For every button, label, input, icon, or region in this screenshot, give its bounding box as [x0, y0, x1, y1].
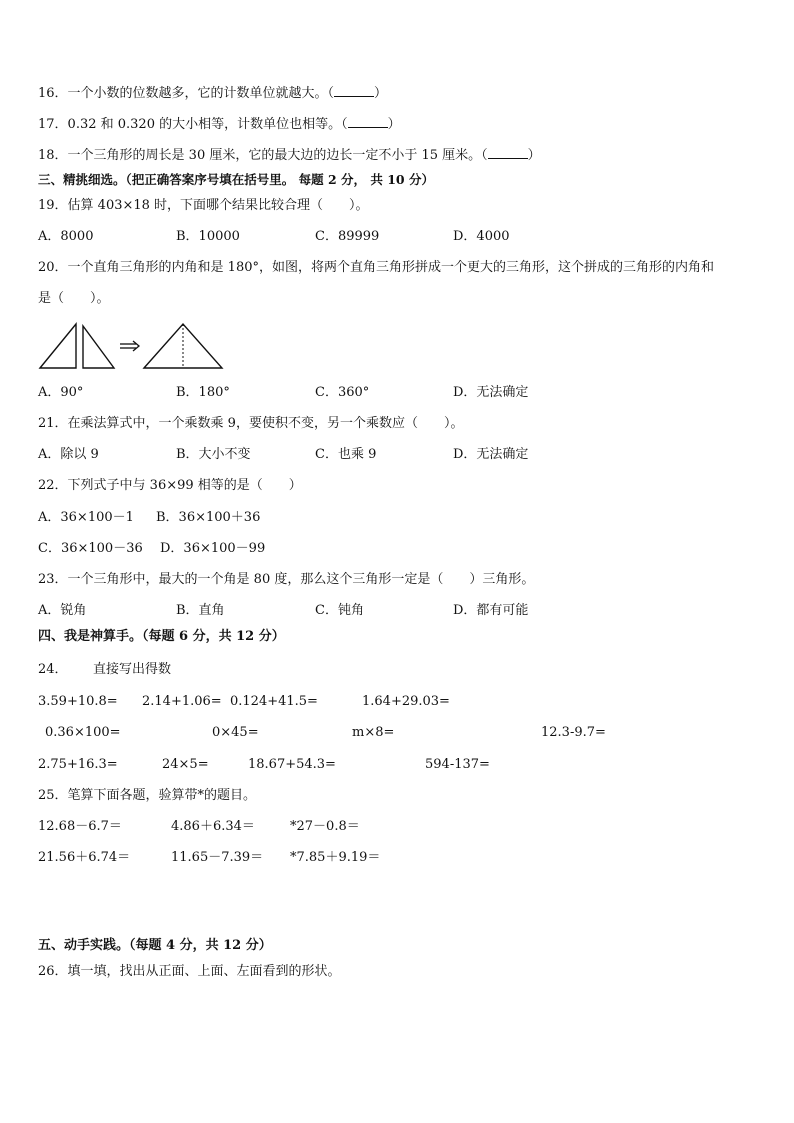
option-c[interactable]: C．36×100－36	[38, 541, 143, 556]
combined-triangle-icon	[144, 324, 222, 368]
calc-item: 2.14+1.06=	[142, 694, 222, 709]
option-b[interactable]: B．大小不变	[176, 447, 251, 462]
right-triangle-right-icon	[83, 326, 114, 368]
calc-item: 24×5=	[162, 757, 209, 772]
question-20-stem-line1: 20．一个直角三角形的内角和是 180°，如图，将两个直角三角形拼成一个更大的三角形，这个拼成的三角形的内角和	[38, 260, 714, 275]
question-16-text: 16．一个小数的位数越多，它的计数单位就越大。（	[38, 86, 335, 101]
option-c[interactable]: C．89999	[315, 229, 380, 244]
calc-item: 11.65－7.39＝	[171, 850, 264, 865]
question-17	[38, 115, 401, 133]
option-d[interactable]: D．36×100－99	[160, 541, 266, 556]
calc-item: 21.56＋6.74＝	[38, 850, 131, 865]
closing-paren: ）	[387, 117, 401, 132]
section-5-heading: 五、动手实践。（每题 4 分，共 12 分）	[38, 938, 272, 953]
question-24-number: 24．	[38, 662, 68, 677]
option-a[interactable]: A．除以 9	[38, 447, 99, 462]
option-a[interactable]: A．36×100－1	[38, 510, 134, 525]
calc-item: 12.68－6.7＝	[38, 819, 122, 834]
arrow-icon	[120, 341, 139, 351]
question-24-title: 直接写出得数	[93, 662, 172, 677]
option-b[interactable]: B．36×100＋36	[156, 510, 261, 525]
calc-item: *27－0.8＝	[290, 819, 360, 834]
option-a[interactable]: A．锐角	[38, 603, 87, 618]
question-17-text: 17．0.32 和 0.320 的大小相等，计数单位也相等。（	[38, 117, 348, 132]
option-d[interactable]: D．都有可能	[453, 603, 529, 618]
option-a[interactable]: A．8000	[38, 229, 94, 244]
option-a[interactable]: A．90°	[38, 385, 84, 400]
calc-item: 3.59+10.8=	[38, 694, 118, 709]
question-18	[38, 146, 541, 164]
calc-item: 18.67+54.3=	[248, 757, 336, 772]
question-20-stem-line2: 是（ ）。	[38, 291, 110, 306]
question-22-stem: 22．下列式子中与 36×99 相等的是（ ）	[38, 478, 302, 493]
calc-item: 594-137=	[425, 757, 490, 772]
calc-item: 4.86＋6.34＝	[171, 819, 255, 834]
answer-blank[interactable]	[348, 115, 388, 128]
option-c[interactable]: C．钝角	[315, 603, 364, 618]
option-c[interactable]: C．也乘 9	[315, 447, 377, 462]
option-d[interactable]: D．无法确定	[453, 447, 529, 462]
calc-item: 0×45=	[212, 725, 259, 740]
closing-paren: ）	[374, 86, 388, 101]
option-b[interactable]: B．10000	[176, 229, 240, 244]
calc-item: 1.64+29.03=	[362, 694, 450, 709]
option-c[interactable]: C．360°	[315, 385, 370, 400]
calc-item: 12.3-9.7=	[541, 725, 606, 740]
answer-blank[interactable]	[488, 146, 528, 159]
option-b[interactable]: B．直角	[176, 603, 225, 618]
calc-item: 0.124+41.5=	[230, 694, 318, 709]
question-19-stem: 19．估算 403×18 时，下面哪个结果比较合理（ ）。	[38, 198, 369, 213]
right-triangle-left-icon	[40, 324, 76, 368]
question-25-stem: 25．笔算下面各题，验算带*的题目。	[38, 788, 257, 803]
question-16	[38, 84, 387, 102]
calc-item: 2.75+16.3=	[38, 757, 118, 772]
question-18-text: 18．一个三角形的周长是 30 厘米，它的最大边的边长一定不小于 15 厘米。（	[38, 148, 488, 163]
calc-item: 0.36×100=	[45, 725, 121, 740]
closing-paren: ）	[527, 148, 541, 163]
calc-item: *7.85＋9.19＝	[290, 850, 381, 865]
option-d[interactable]: D．无法确定	[453, 385, 529, 400]
question-26-stem: 26．填一填，找出从正面、上面、左面看到的形状。	[38, 964, 341, 979]
section-3-heading: 三、精挑细选。（把正确答案序号填在括号里。 每题 2 分， 共 10 分）	[38, 172, 434, 187]
calc-item: m×8=	[352, 725, 395, 740]
section-4-heading: 四、我是神算手。（每题 6 分，共 12 分）	[38, 629, 285, 644]
option-d[interactable]: D．4000	[453, 229, 510, 244]
option-b[interactable]: B．180°	[176, 385, 230, 400]
triangle-figure	[38, 322, 228, 372]
question-21-stem: 21．在乘法算式中，一个乘数乘 9，要使积不变，另一个乘数应（ ）。	[38, 416, 464, 431]
answer-blank[interactable]	[334, 84, 374, 97]
question-23-stem: 23．一个三角形中，最大的一个角是 80 度，那么这个三角形一定是（ ）三角形。	[38, 572, 535, 587]
